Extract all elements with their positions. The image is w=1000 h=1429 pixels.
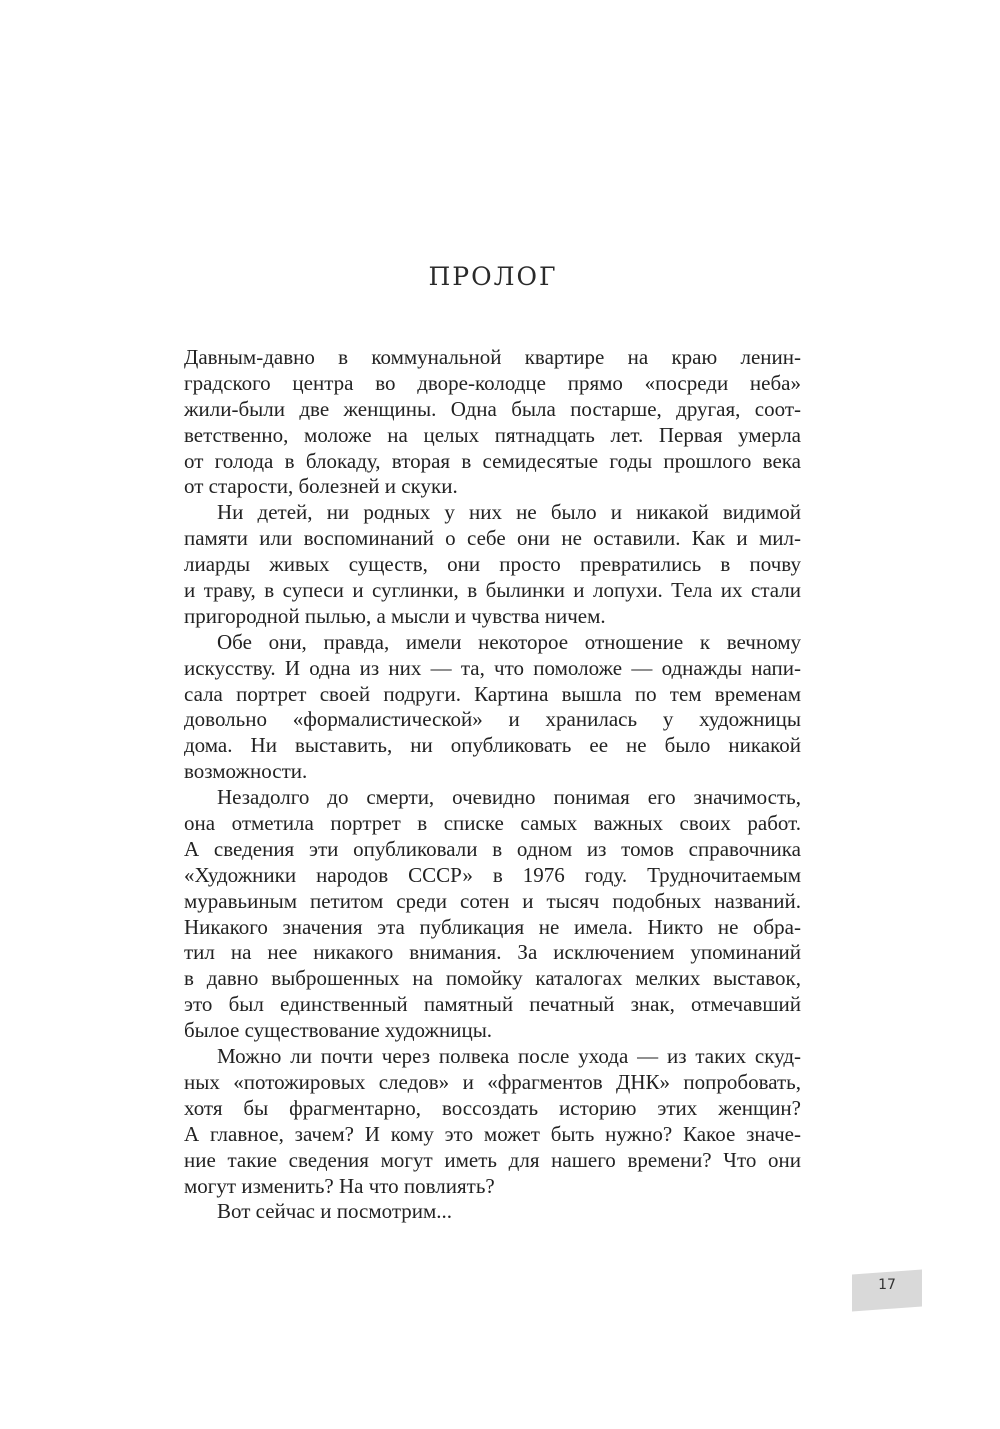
text-line: тил на нее никакого внимания. За исключением упоминаний — [184, 940, 801, 965]
text-line: дома. Ни выставить, ни опубликовать ее не было никакой — [184, 733, 801, 758]
text-line: Можно ли почти через полвека после ухода — из таких скуд- — [217, 1044, 801, 1069]
text-line: ветственно, моложе на целых пятнадцать лет. Первая умерла — [184, 422, 801, 447]
text-line: искусству. И одна из них — та, что помоложе — однажды напи- — [184, 655, 801, 680]
text-line: Обе они, правда, имели некоторое отношение к вечному — [217, 629, 801, 654]
text-line: пригородной пылью, а мысли и чувства ничем. — [184, 603, 606, 628]
text-line: Никакого значения эта публикация не имела. Никто не обра- — [184, 914, 801, 939]
text-line: от старости, болезней и скуки. — [184, 474, 458, 499]
text-line: могут изменить? На что повлиять? — [184, 1173, 495, 1198]
text-line: Незадолго до смерти, очевидно понимая его значимость, — [217, 785, 801, 810]
text-line: и траву, в супеси и суглинки, в былинки и лопухи. Тела их стали — [184, 578, 801, 603]
text-line: довольно «формалистической» и хранилась у художницы — [184, 707, 801, 732]
text-line: памяти или воспоминаний о себе они не оставили. Как и мил- — [184, 526, 801, 551]
text-line: «Художники народов СССР» в 1976 году. Трудночитаемым — [184, 862, 801, 887]
text-line: А сведения эти опубликовали в одном из томов справочника — [184, 836, 801, 861]
text-line: ние такие сведения могут иметь для нашего времени? Что они — [184, 1147, 801, 1172]
text-line: Давным-давно в коммунальной квартире на краю ленин- — [184, 345, 801, 369]
text-line: жили-были две женщины. Одна была постарше, другая, соот- — [184, 396, 801, 421]
text-line: возможности. — [184, 759, 308, 784]
text-line: лиарды живых существ, они просто превратились в почву — [184, 552, 801, 577]
text-line: градского центра во дворе-колодце прямо «посреди неба» — [184, 370, 801, 395]
text-line: это был единственный памятный печатный знак, отмечавший — [184, 992, 801, 1017]
text-line: ных «потожировых следов» и «фрагментов ДНК» попробовать, — [184, 1069, 801, 1094]
text-line: сала портрет своей подруги. Картина вышла по тем временам — [184, 681, 801, 706]
text-line: в давно выброшенных на помойку каталогах мелких выставок, — [184, 966, 801, 991]
prologue-text — [184, 345, 801, 1225]
text-line: былое существование художницы. — [184, 1018, 493, 1043]
text-line: А главное, зачем? И кому это может быть нужно? Какое значе- — [184, 1121, 801, 1146]
text-line: она отметила портрет в списке самых важных своих работ. — [184, 811, 801, 836]
text-line: Вот сейчас и посмотрим... — [217, 1199, 453, 1224]
text-line: Ни детей, ни родных у них не было и никакой видимой — [217, 500, 801, 525]
text-line: хотя бы фрагментарно, воссоздать историю этих женщин? — [184, 1095, 801, 1120]
chapter-title: ПРОЛОГ — [428, 262, 558, 291]
page-number: 17 — [878, 1277, 896, 1293]
text-line: муравьиным петитом среди сотен и тысяч подобных названий. — [184, 888, 801, 913]
text-line: от голода в блокаду, вторая в семидесятые годы прошлого века — [184, 448, 801, 473]
